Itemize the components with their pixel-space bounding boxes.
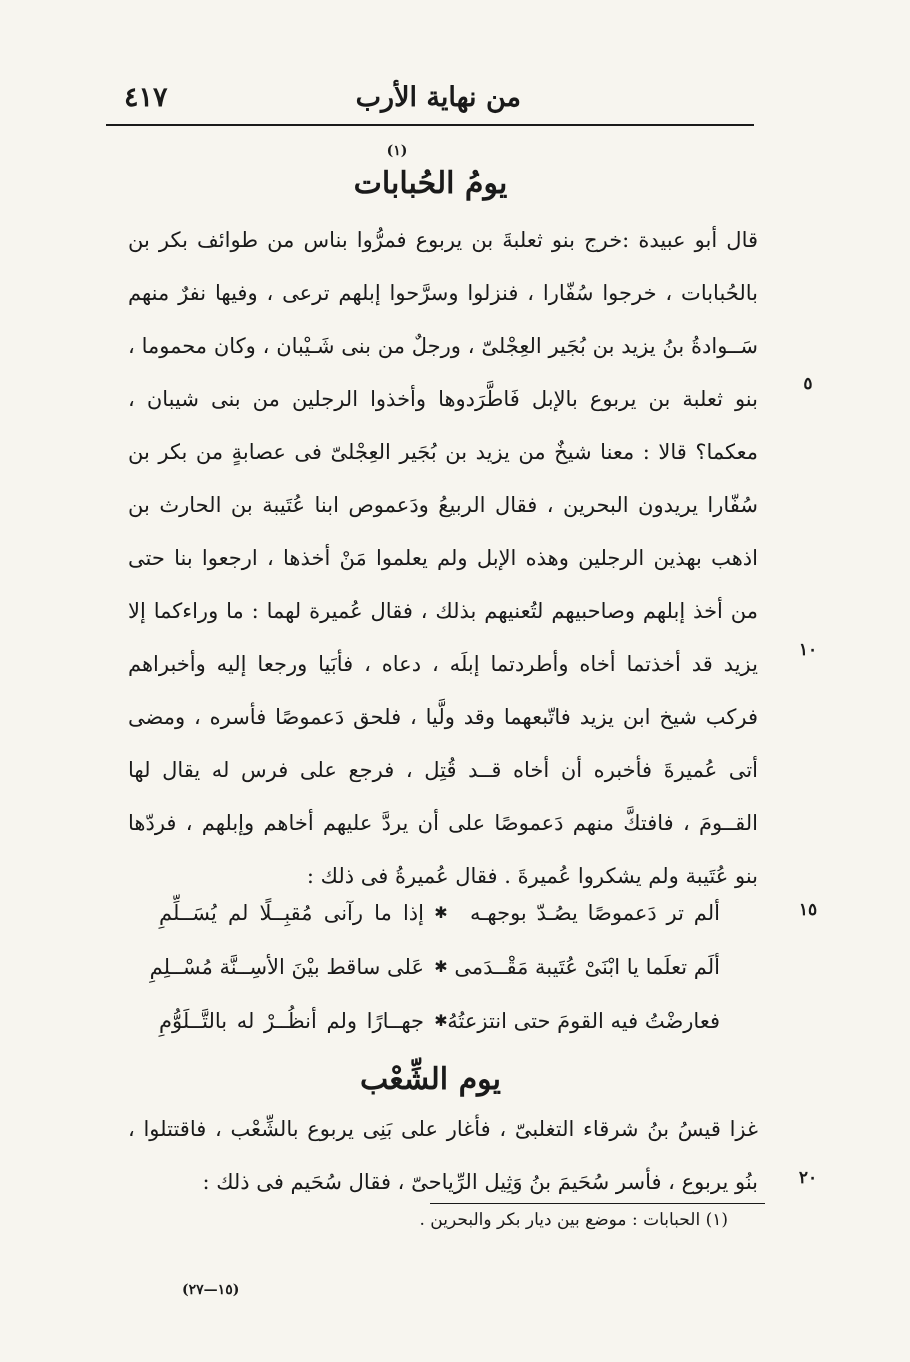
poem-verse xyxy=(160,994,720,1048)
text-line: القــومَ ، فافتكَّ منهم دَعموصًا على أن يردَّ عليهم أخاهم وإبلهم ، فردّها xyxy=(128,811,758,835)
text-line: يزيد قد أخذتما أخاه وأطردتما إبلَه ، دعاه ، فأبَيا ورجعا إليه وأخبراهم xyxy=(128,652,758,676)
text-line: من أخذ إبلهم وصاحبيهم لتُعنيهم بذلك ، فقال عُميرة لهما : ما وراءكما إلا xyxy=(128,599,758,623)
text-line: غزا قيسُ بنُ شرقاء التغلبىّ ، فأغار على بَنِى يربوع بالشِّعْب ، فاقتتلوا ، xyxy=(128,1117,758,1141)
section-body-hubabat xyxy=(128,214,758,903)
section-title-hubabat: يومُ الحُبابات xyxy=(353,166,508,201)
verse-first-hemistich: ألَم تعلَما يا ابْنَىْ عُتَيبة مَقْــدَمى xyxy=(454,955,720,979)
verse-second-hemistich: جهــارًا ولم أنظُــرْ له بالتَّــلَوُّمِ xyxy=(159,1009,424,1033)
footnote: (١) الحبابات : موضع بين ديار بكر والبحرين . xyxy=(419,1210,728,1230)
text-line: قال أبو عبيدة :خرج بنو ثعلبةَ بن يربوع فمرُّوا بناس من طوائف بكر بن xyxy=(128,228,758,252)
section-body-shib xyxy=(128,1103,758,1209)
running-header xyxy=(108,78,753,124)
printer-signature: (١٥—٢٧) xyxy=(182,1282,240,1298)
text-line: بالحُبابات ، خرجوا سُفّارا ، فنزلوا وسرَّحوا إبلهم ترعى ، وفيها نفرٌ منهم xyxy=(128,281,758,305)
text-line: سُفّارا يريدون البحرين ، فقال الربيعُ ودَعموص ابنا عُتَيبة بن الحارث بن xyxy=(128,493,758,517)
header-rule xyxy=(106,124,754,126)
verse-separator-icon: ✱ xyxy=(434,1011,448,1030)
text-line: معكما؟ قالا : معنا شيخٌ من يزيد بن بُجَير العِجْلىّ فى عصابةٍ من بكر بن xyxy=(128,440,758,464)
text-line: بنو ثعلبة بن يربوع بالإبل فَاطَّرَدوها وأخذوا الرجلين من بنى شيبان ، xyxy=(128,387,758,411)
verse-separator-icon: ✱ xyxy=(434,903,448,922)
poem xyxy=(149,886,720,1048)
running-title: من نهاية الأرب xyxy=(355,82,521,113)
verse-first-hemistich: ألم تر دَعموصًا يصُـدّ بوجهـه xyxy=(470,901,720,925)
verse-second-hemistich: إذا ما رآنى مُقبِــلًا لم يُسَــلِّمِ xyxy=(159,901,424,925)
footnote-marker: (١) xyxy=(386,143,408,159)
text-line: بنو عُتَيبة ولم يشكروا عُميرةَ . فقال عُميرةُ فى ذلك : xyxy=(306,864,758,888)
section-title-shib: يوم الشِّعْب xyxy=(359,1062,502,1097)
poem-verse xyxy=(160,886,720,940)
verse-first-hemistich: فعارضْتُ فيه القومَ حتى انتزعتُهُ xyxy=(447,1009,720,1033)
line-number-20: ٢٠ xyxy=(798,1168,818,1188)
text-line: أتى عُميرةَ فأخبره أن أخاه قــد قُتِل ، فرجع على فرس له يقال لها xyxy=(128,758,758,782)
footnote-rule xyxy=(430,1203,765,1204)
text-line: اذهب بهذين الرجلين وهذه الإبل ولم يعلموا مَنْ أخذها ، ارجعوا بنا حتى xyxy=(128,546,758,570)
line-number-10: ١٠ xyxy=(798,640,818,660)
text-line: فركب شيخ ابن يزيد فاتّبعهما وقد ولَّيا ، فلحق دَعموصًا فأسره ، ومضى xyxy=(128,705,758,729)
line-number-5: ٥ xyxy=(803,374,813,394)
text-line: سَــوادةُ بنُ يزيد بن بُجَير العِجْلىّ ، ورجلٌ من بنى شَـيْبان ، وكان محموما ، xyxy=(128,334,758,358)
page-number: ٤١٧ xyxy=(124,82,168,113)
text-line: بنُو يربوع ، فأسر سُحَيمَ بنُ وَثِيل الرِّياحىّ ، فقال سُحَيم فى ذلك : xyxy=(202,1170,758,1194)
line-number-15: ١٥ xyxy=(798,900,818,920)
verse-separator-icon: ✱ xyxy=(434,957,448,976)
poem-verse xyxy=(149,940,720,994)
verse-second-hemistich: عَلى ساقط بيْنَ الأسِــنَّة مُسْــلِمِ xyxy=(149,955,424,979)
